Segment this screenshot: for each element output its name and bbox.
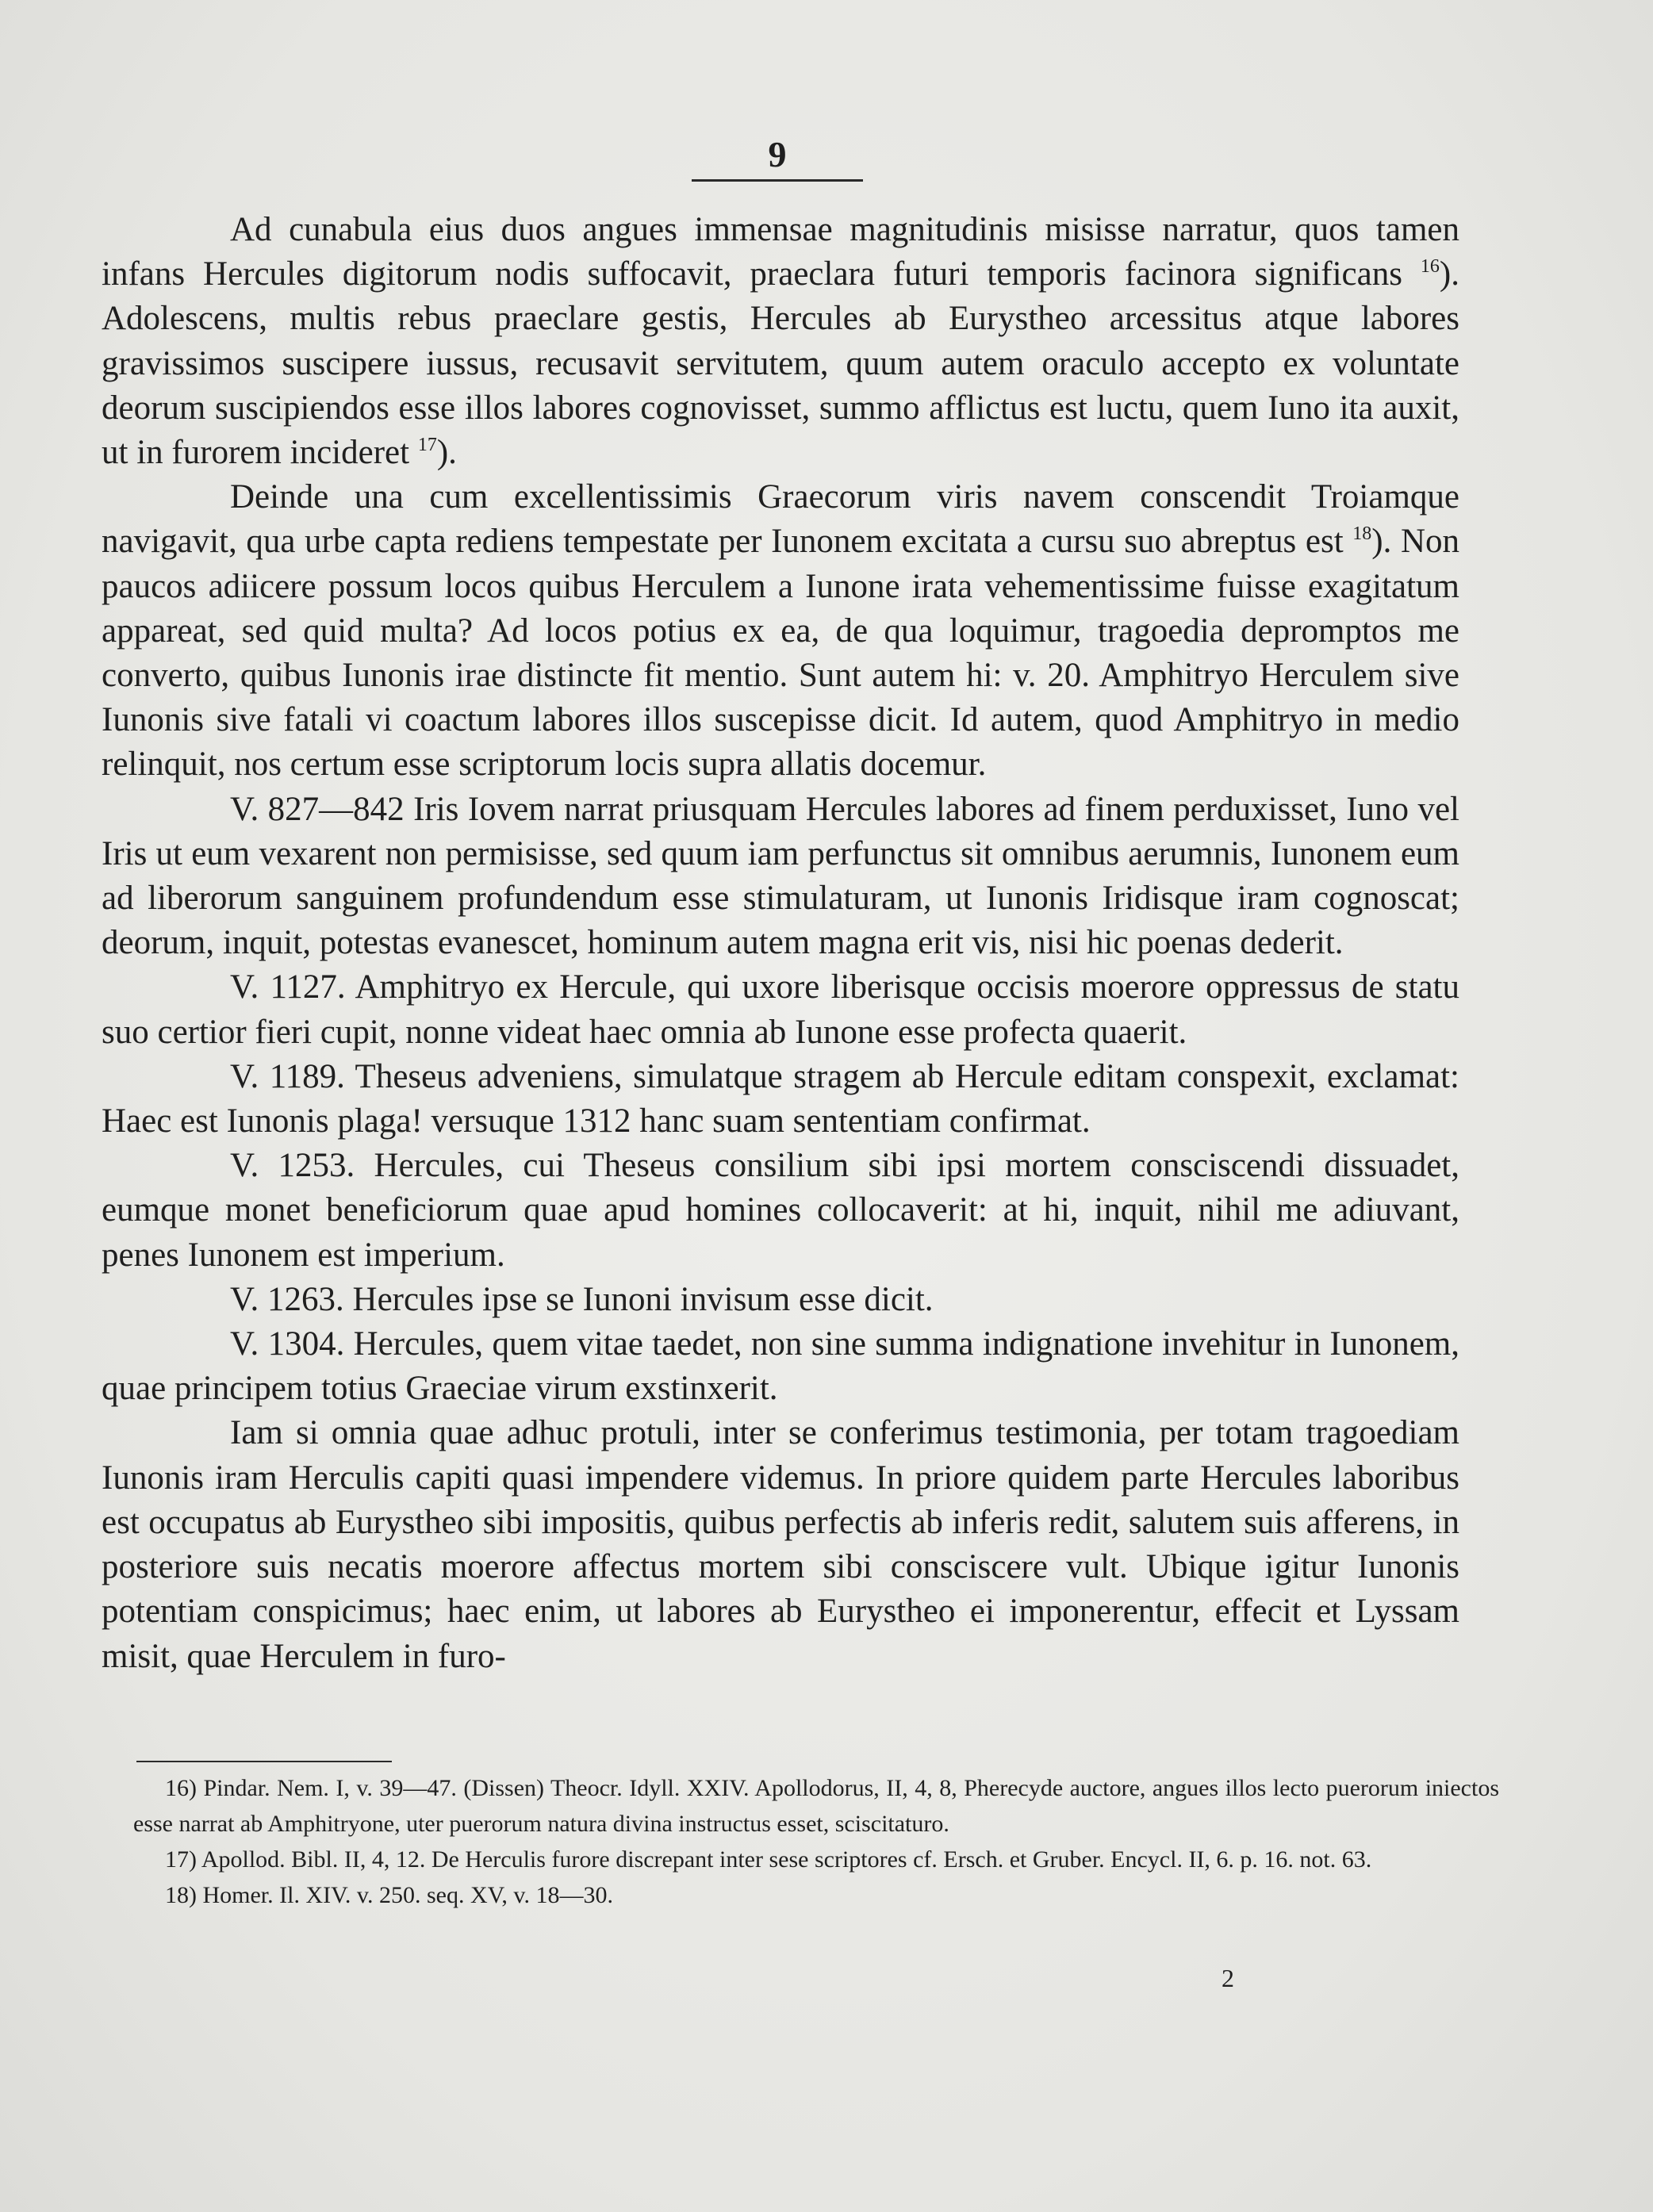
footnote-17: 17) Apollod. Bibl. II, 4, 12. De Herculis furore discrepant inter sese scriptores cf. Ersch. et Gruber. Encycl. II, 6. p. 16. not. 63. [165,1846,1372,1873]
text-span: ). Adolescens, multis rebus praeclare gestis, Hercules ab Eurystheo arcessitus atque labores gravissimos suscipere iussus, recusavit servitutem, quum autem oraculo accepto ex voluntate deorum suscipiendos esse illos labores cognovisset, summo afflictus est luctu, quem Iuno ita auxit, ut in furorem incideret [102,255,1459,472]
text-span: Deinde una cum excellentissimis Graecorum viris navem conscendit Troiamque navigavit, qua urbe capta rediens tempestate per Iunonem excitata a cursu suo abreptus est [102,478,1459,561]
paragraph-v827: V. 827—842 Iris Iovem narrat priusquam Hercules labores ad finem perduxisset, Iuno vel Iris ut eum vexarent non permisisse, sed quum iam perfunctus sit omnibus aerumnis, Iunonem eum ad liberorum sanguinem profundendum esse stimulaturam, ut Iunonis Iridisque iram cognoscat; deorum, inquit, potestas evanescet, hominum autem magna erit vis, nisi hic poenas dederit. [102,790,1459,962]
footnote-ref: 17 [417,435,437,456]
text-span: Ad cunabula eius duos angues immensae magnitudinis misisse narratur, quos tamen infans Hercules digitorum nodis suffocavit, praeclara futuri temporis facinora significans [102,211,1459,293]
footnote-rule [136,1761,392,1762]
footnote-16: 16) Pindar. Nem. I, v. 39—47. (Dissen) Theocr. Idyll. XXIV. Apollodorus, II, 4, 8, Pherecyde auctore, angues illos lecto puerorum iniectos esse narrat ab Amphitryone, uter puerorum natura divina instructus esset, sciscitaturo. [133,1775,1499,1837]
text-span: ). [436,434,457,472]
footnote-ref: 16 [1420,256,1440,278]
paragraph-2 [102,475,1459,787]
footnote-ref: 18 [1352,523,1372,545]
paragraph-v1263: V. 1263. Hercules ipse se Iunoni invisum esse dicit. [230,1280,934,1318]
paragraph-v1189: V. 1189. Theseus adveniens, simulatque stragem ab Hercule editam conspexit, exclamat: Haec est Iunonis plaga! versuque 1312 hanc suam sententiam confirmat. [102,1057,1459,1141]
page-number: 9 [768,134,787,174]
header-rule [692,179,863,182]
paragraph-v1253: V. 1253. Hercules, cui Theseus consilium sibi ipsi mortem consciscendi dissuadet, eumque monet beneficiorum quae apud homines collocaverit: at hi, inquit, nihil me adiuvant, penes Iunonem est imperium. [102,1147,1459,1274]
text-span: ). Non paucos adiicere possum locos quibus Herculem a Iunone irata vehementissime fuisse exagitatum appareat, sed quid multa? Ad locos potius ex ea, de qua loquimur, tragoedia depromptos me converto, quibus Iunonis irae distincte fit mentio. Sunt autem hi: v. 20. Amphitryo Herculem sive Iunonis sive fatali vi coactum labores illos suscepisse dicit. Id autem, quod Amphitryo in medio relinquit, nos certum esse scriptorum locis supra allatis docemur. [102,523,1460,784]
main-text [102,208,1459,1679]
paragraph-v1127: V. 1127. Amphitryo ex Hercule, qui uxore liberisque occisis moerore oppressus de statu suo certior fieri cupit, nonne videat haec omnia ab Iunone esse profecta quaerit. [102,968,1459,1051]
footnotes [133,1770,1499,1913]
paragraph-conclusion: Iam si omnia quae adhuc protuli, inter se conferimus testimonia, per totam tragoediam Iunonis iram Herculis capiti quasi impendere videmus. In priore quidem parte Hercules laboribus est occupatus ab Eurystheo sibi impositis, quibus perfectis ab inferis redit, salutem suis afferens, in posteriore suis necatis moerore affectus mortem sibi consciscere vult. Ubique igitur Iunonis potentiam conspicimus; haec enim, ut labores ab Eurystheo ei imponerentur, effecit et Lyssam misit, quae Herculem in furo- [102,1414,1459,1675]
paragraph-1 [102,208,1459,475]
sheet-signature: 2 [1222,1964,1234,1992]
footnote-18: 18) Homer. Il. XIV. v. 250. seq. XV, v. 18—30. [165,1882,613,1908]
paragraph-v1304: V. 1304. Hercules, quem vitae taedet, non sine summa indignatione invehitur in Iunonem, quae principem totius Graeciae virum exstinxerit. [102,1325,1459,1408]
